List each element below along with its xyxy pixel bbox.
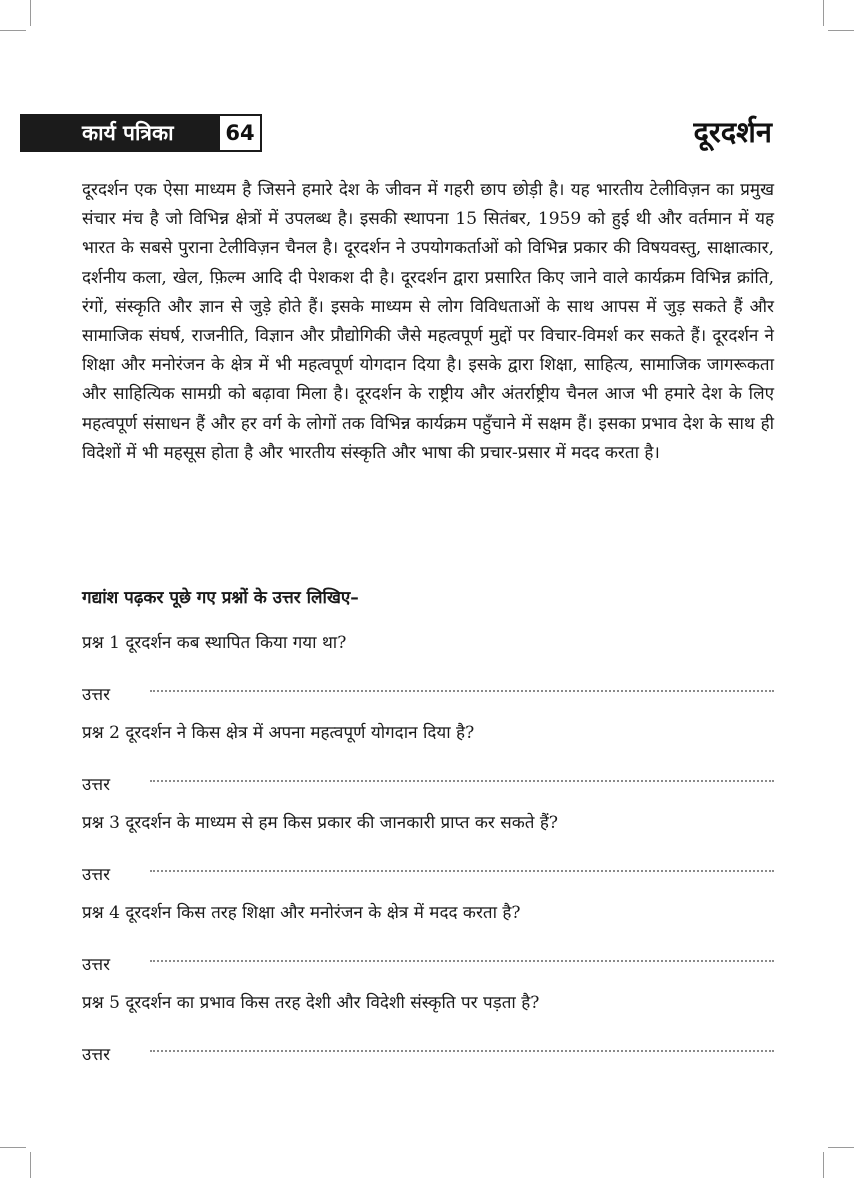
crop-mark-top-left-h [0, 30, 26, 31]
answer-row-4 [82, 948, 774, 976]
answer-row-1 [82, 678, 774, 706]
answer-label-1: उत्तर [82, 685, 111, 705]
answer-line-2[interactable] [150, 780, 774, 782]
crop-mark-bottom-left-h [0, 1147, 26, 1148]
answer-line-5[interactable] [150, 1050, 774, 1052]
answer-label-3: उत्तर [82, 865, 111, 885]
answer-label-5: उत्तर [82, 1045, 111, 1065]
answer-row-5 [82, 1038, 774, 1066]
question-1: प्रश्न 1 दूरदर्शन कब स्थापित किया गया था? [82, 633, 347, 653]
question-block-3 [82, 808, 774, 886]
question-3: प्रश्न 3 दूरदर्शन के माध्यम से हम किस प्रकार की जानकारी प्राप्त कर सकते हैं? [82, 813, 559, 833]
question-4: प्रश्न 4 दूरदर्शन किस तरह शिक्षा और मनोरंजन के क्षेत्र में मदद करता है? [82, 903, 521, 923]
answer-line-4[interactable] [150, 960, 774, 962]
question-2: प्रश्न 2 दूरदर्शन ने किस क्षेत्र में अपना महत्वपूर्ण योगदान दिया है? [82, 723, 475, 743]
question-block-2 [82, 718, 774, 796]
crop-mark-top-left [30, 0, 31, 26]
worksheet-number: 64 [220, 116, 260, 150]
worksheet-header-bar [20, 114, 262, 152]
answer-row-2 [82, 768, 774, 796]
question-5: प्रश्न 5 दूरदर्शन का प्रभाव किस तरह देशी और विदेशी संस्कृति पर पड़ता है? [82, 993, 540, 1013]
crop-mark-bottom-left [30, 1152, 31, 1178]
page-title: दूरदर्शन [693, 115, 772, 149]
instruction-heading: गद्यांश पढ़कर पूछे गए प्रश्नों के उत्तर लिखिए– [82, 588, 359, 608]
worksheet-label: कार्य पत्रिका [82, 121, 174, 145]
question-block-5 [82, 988, 774, 1066]
answer-line-1[interactable] [150, 690, 774, 692]
crop-mark-top-right-h [828, 30, 854, 31]
crop-mark-bottom-right [823, 1152, 824, 1178]
crop-mark-bottom-right-h [828, 1147, 854, 1148]
answer-label-4: उत्तर [82, 955, 111, 975]
answer-line-3[interactable] [150, 870, 774, 872]
passage-text: दूरदर्शन एक ऐसा माध्यम है जिसने हमारे देश के जीवन में गहरी छाप छोड़ी है। यह भारतीय टेलीविज़न का प्रमुख संचार मंच है जो विभिन्न क्षेत्रों में उपलब्ध है। इसकी स्थापना 15 सितंबर, 1959 को हुई थी और वर्तमान में यह भारत के सबसे पुराना टेलीविज़न चैनल है। दूरदर्शन ने उपयोगकर्ताओं को विभिन्न प्रकार की विषयवस्तु, साक्षात्कार, दर्शनीय कला, खेल, फ़िल्म आदि दी पेशकश दी है। दूरदर्शन द्वारा प्रसारित किए जाने वाले कार्यक्रम विभिन्न क्रांति, रंगों, संस्कृति और ज्ञान से जुड़े होते हैं। इसके माध्यम से लोग विविधताओं के साथ आपस में जुड़ सकते हैं और सामाजिक संघर्ष, राजनीति, विज्ञान और प्रौद्योगिकी जैसे महत्वपूर्ण मुद्दों पर विचार-विमर्श कर सकते हैं। दूरदर्शन ने शिक्षा और मनोरंजन के क्षेत्र में भी महत्वपूर्ण योगदान दिया है। इसके द्वारा शिक्षा, साहित्य, सामाजिक जागरूकता और साहित्यिक सामग्री को बढ़ावा मिला है। दूरदर्शन के राष्ट्रीय और अंतर्राष्ट्रीय चैनल आज भी हमारे देश के लिए महत्वपूर्ण संसाधन हैं और हर वर्ग के लोगों तक विभिन्न कार्यक्रम पहुँचाने में सक्षम हैं। इसका प्रभाव देश के साथ ही विदेशों में भी महसूस होता है और भारतीय संस्कृति और भाषा की प्रचार-प्रसार में मदद करता है। [82, 180, 774, 463]
answer-label-2: उत्तर [82, 775, 111, 795]
answer-row-3 [82, 858, 774, 886]
question-block-1 [82, 628, 774, 706]
crop-mark-top-right [823, 0, 824, 26]
question-block-4 [82, 898, 774, 976]
